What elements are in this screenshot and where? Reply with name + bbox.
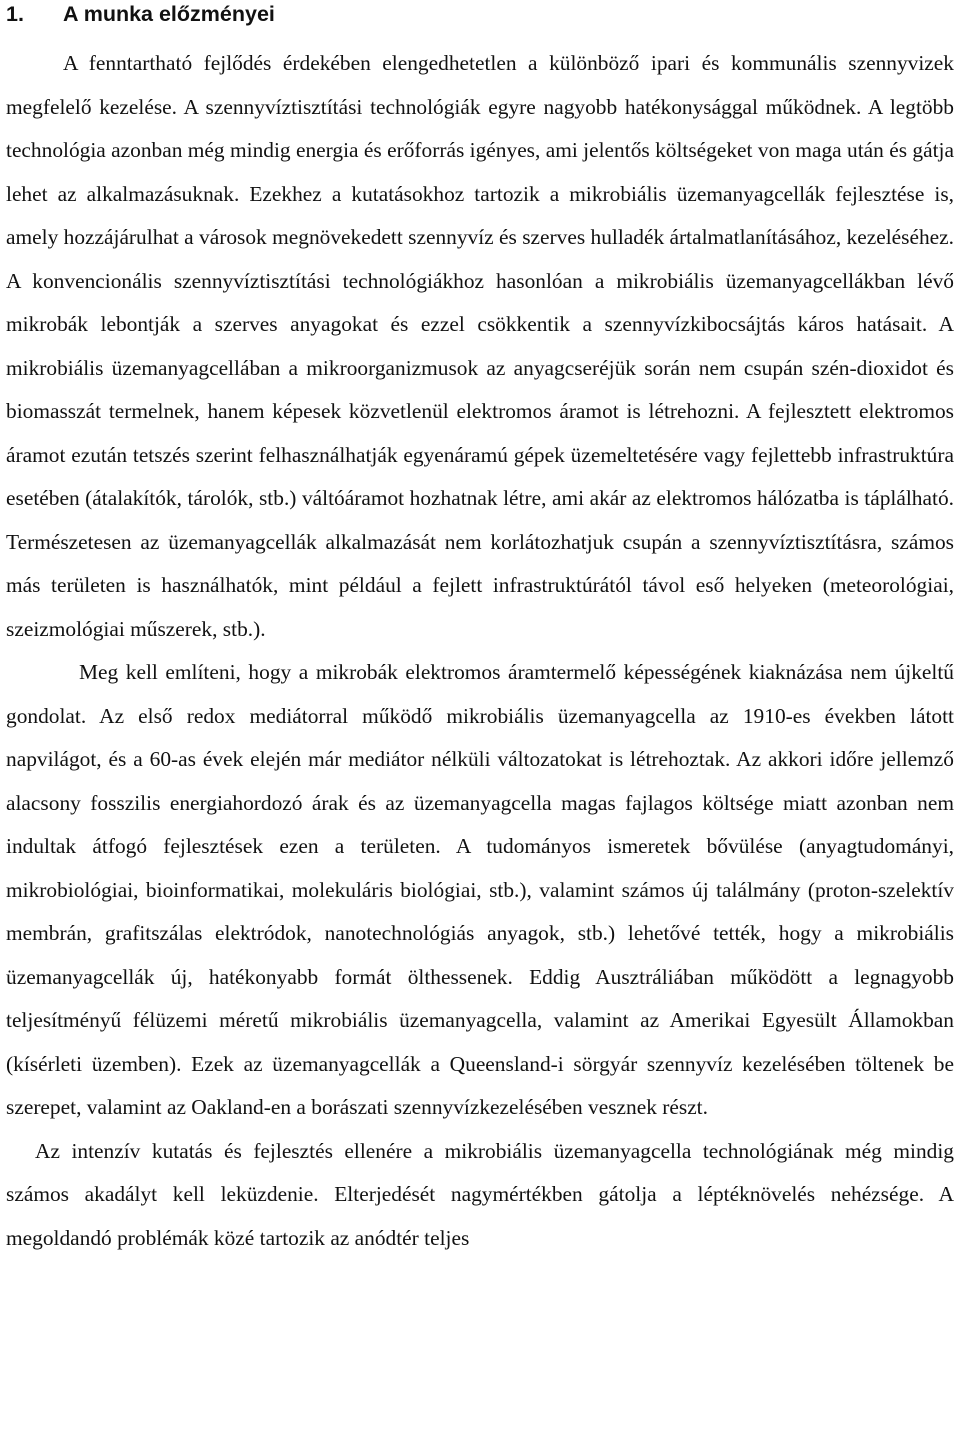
document-page (6, 0, 954, 1260)
section-number: 1. (6, 2, 24, 26)
section-title: A munka előzményei (63, 2, 275, 26)
paragraph-challenges: Az intenzív kutatás és fejlesztés ellenére a mikrobiális üzemanyagcella technológiának még mindig számos akadályt kell leküzdenie. Elterjedését nagymértékben gátolja a léptéknövelés nehézsége. A megoldandó problémák közé tartozik az anódtér teljes (6, 1138, 954, 1250)
paragraph-background: A fenntartható fejlődés érdekében elengedhetetlen a különböző ipari és kommunális szennyvizek megfelelő kezelése. A szennyvíztisztítási technológiák egyre nagyobb hatékonysággal működnek. A legtöbb technológia azonban még mindig energia és erőforrás igényes, ami jelentős költségeket von maga után és gátja lehet az alkalmazásuknak. Ezekhez a kutatásokhoz tartozik a mikrobiális üzemanyagcellák fejlesztése is, amely hozzájárulhat a városok megnövekedett szennyvíz és szerves hulladék ártalmatlanításához, kezeléséhez. A konvencionális szennyvíztisztítási technológiákhoz hasonlóan a mikrobiális üzemanyagcellákban lévő mikrobák lebontják a szerves anyagokat és ezzel csökkentik a szennyvízkibocsájtás káros hatásait. A mikrobiális üzemanyagcellában a mikroorganizmusok az anyagcseréjük során nem csupán szén-dioxidot és biomasszát termelnek, hanem képesek közvetlenül elektromos áramot is létrehozni. A fejlesztett elektromos áramot ezután tetszés szerint felhasználhatják egyenáramú gépek üzemeltetésére vagy fejlettebb infrastruktúra esetében (átalakítók, tárolók, stb.) váltóáramot hozhatnak létre, ami akár az elektromos hálózatba is táplálható. Természetesen az üzemanyagcellák alkalmazását nem korlátozhatjuk csupán a szennyvíztisztításra, számos más területen is használhatók, mint például a fejlett infrastruktúrától távol eső helyeken (meteorológiai, szeizmológiai műszerek, stb.). (6, 51, 954, 641)
section-heading (6, 0, 954, 27)
paragraph-history: Meg kell említeni, hogy a mikrobák elektromos áramtermelő képességének kiaknázása nem újkeltű gondolat. Az első redox mediátorral működő mikrobiális üzemanyagcella az 1910-es években látott napvilágot, és a 60-as évek elején már mediátor nélküli változatokat is létrehoztak. Az akkori időre jellemző alacsony fosszilis energiahordozó árak és az üzemanyagcella magas fajlagos költsége miatt azonban nem indultak átfogó fejlesztések ezen a területen. A tudományos ismeretek bővülése (anyagtudományi, mikrobiológiai, bioinformatikai, molekuláris biológiai, stb.), valamint számos új találmány (proton-szelektív membrán, grafitszálas elektródok, nanotechnológiás anyagok, stb.) lehetővé tették, hogy a mikrobiális üzemanyagcellák új, hatékonyabb formát ölthessenek. Eddig Ausztráliában működött a legnagyobb teljesítményű félüzemi méretű mikrobiális üzemanyagcella, valamint az Amerikai Egyesült Államokban (kísérleti üzemben). Ezek az üzemanyagcellák a Queensland-i sörgyár szennyvíz kezelésében töltenek be szerepet, valamint az Oakland-en a borászati szennyvízkezelésében vesznek részt. (6, 660, 954, 1119)
